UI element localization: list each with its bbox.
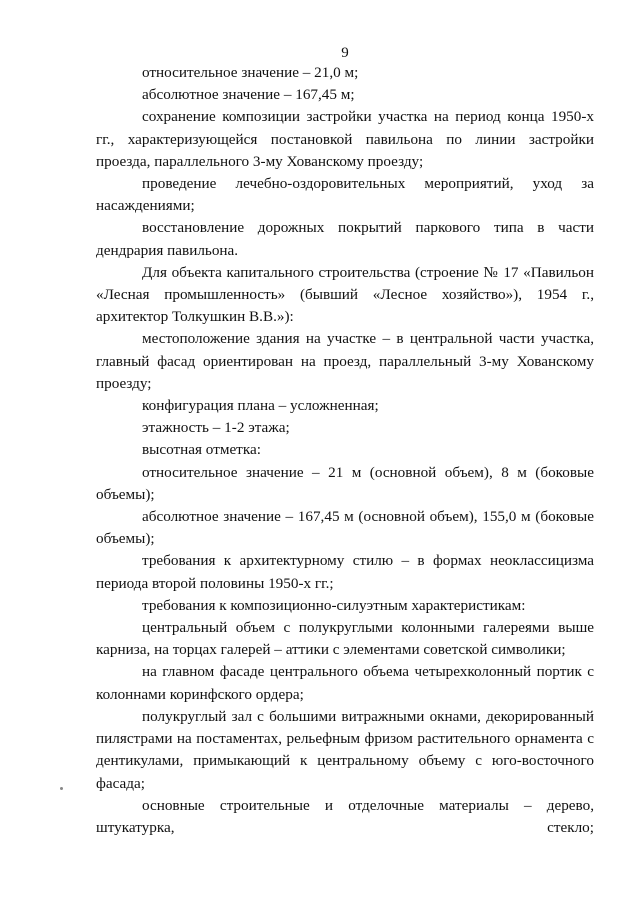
paragraph-materials: основные строительные и отделочные материалы – дерево, штукатурка, стекло; [96,796,594,836]
paragraph-absolute-height-volumes: абсолютное значение – 167,45 м (основной объем), 155,0 м (боковые объемы); [96,508,594,548]
paragraph-plan-configuration: конфигурация плана – усложненная; [142,397,379,415]
paragraph-health-measures: проведение лечебно-оздоровительных мероприятий, уход за насаждениями; [96,175,594,215]
page-number: 9 [341,45,349,61]
paragraph-absolute-height: абсолютное значение – 167,45 м; [142,86,355,104]
paragraph-storeys: этажность – 1-2 этажа; [142,419,290,437]
paragraph-composition-preservation: сохранение композиции застройки участка на период конца 1950-х гг., характеризующейся постановкой павильона по линии застройки проезда, параллельного 3-му Хованскому проезду; [96,108,594,170]
paragraph-architectural-style: требования к архитектурному стилю – в формах неоклассицизма периода второй половины 1950-х гг.; [96,552,594,592]
scan-speck [60,787,63,790]
paragraph-silhouette-heading: требования к композиционно-силуэтным характеристикам: [142,596,526,614]
paragraph-height-mark-heading: высотная отметка: [142,441,261,459]
document-body [96,62,594,839]
paragraph-relative-height-volumes: относительное значение – 21 м (основной объем), 8 м (боковые объемы); [96,463,594,503]
paragraph-relative-height: относительное значение – 21,0 м; [142,64,359,81]
paragraph-semicircular-hall: полукруглый зал с большими витражными окнами, декорированный пилястрами на постаментах, рельефным фризом растительного орнамента с дентикулами, примыкающий к центральному объему с юго-восточного фасада; [96,707,594,792]
paragraph-central-volume: центральный объем с полукруглыми колонными галереями выше карниза, на торцах галерей – аттики с элементами советской символики; [96,619,594,659]
paragraph-capital-object-heading: Для объекта капитального строительства (строение № 17 «Павильон «Лесная промышленность» (бывший «Лесное хозяйство»), 1954 г., архитектор Толкушкин В.В.»): [96,263,594,326]
paragraph-building-location: местоположение здания на участке – в центральной части участка, главный фасад ориентирован на проезд, параллельный 3-му Хованскому проезду; [96,330,594,392]
paragraph-road-restoration: восстановление дорожных покрытий паркового типа в части дендрария павильона. [96,219,594,259]
paragraph-main-facade-portico: на главном фасаде центрального объема четырехколонный портик с колоннами коринфского ордера; [96,663,594,703]
